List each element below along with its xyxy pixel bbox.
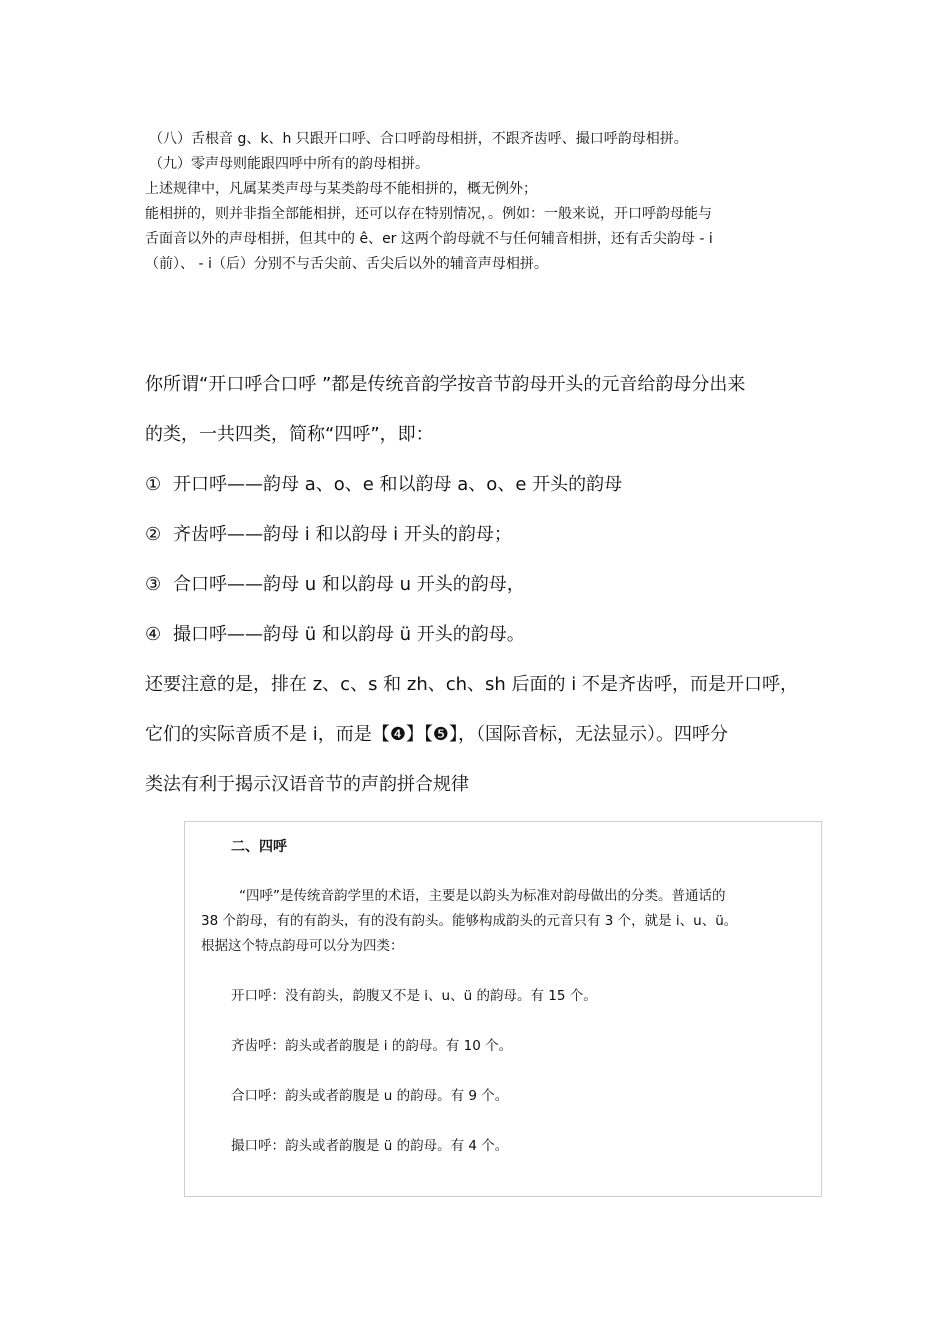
rule-exception-line-2: 舌面音以外的声母相拼，但其中的 ê、er 这两个韵母就不与任何辅音相拼，还有舌尖韵母 - i bbox=[145, 231, 713, 247]
note-line-2: 它们的实际音质不是 i，而是【❹】【❺】，（国际音标，无法显示）。四呼分 bbox=[145, 724, 728, 745]
rule-exception-line-3: （前）、 - i（后）分别不与舌尖前、舌尖后以外的辅音声母相拼。 bbox=[145, 256, 548, 272]
four-hu-explanation bbox=[145, 360, 825, 810]
item-number: ③ bbox=[145, 574, 162, 595]
box-intro-line: 38 个韵母，有的有韵头，有的没有韵头。能够构成韵头的元音只有 3 个，就是 i、u、ü。 bbox=[201, 913, 738, 929]
box-intro-paragraph bbox=[201, 884, 811, 959]
rule-summary-line: 上述规律中，凡属某类声母与某类韵母不能相拼的，概无例外； bbox=[145, 181, 537, 197]
rule-line-8: （八）舌根音 g、k、h 只跟开口呼、合口呼韵母相拼，不跟齐齿呼、撮口呼韵母相拼。 bbox=[149, 131, 688, 147]
item-text: 撮口呼——韵母 ü 和以韵母 ü 开头的韵母。 bbox=[173, 624, 525, 645]
class-qichi: 齐齿呼：韵头或者韵腹是 i 的韵母。有 10 个。 bbox=[231, 1038, 513, 1054]
item-text: 开口呼——韵母 a、o、e 和以韵母 a、o、e 开头的韵母 bbox=[173, 474, 623, 495]
box-heading: 二、四呼 bbox=[231, 839, 287, 855]
item-text: 合口呼——韵母 u 和以韵母 u 开头的韵母， bbox=[173, 574, 525, 595]
class-cuokou: 撮口呼：韵头或者韵腹是 ü 的韵母。有 4 个。 bbox=[231, 1138, 509, 1154]
item-number: ② bbox=[145, 524, 162, 545]
box-intro-line: 根据这个特点韵母可以分为四类： bbox=[201, 938, 404, 954]
rules-text-block bbox=[145, 127, 825, 277]
rule-exception-line-1: 能相拼的，则并非指全部能相拼，还可以存在特别情况，。例如：一般来说，开口呼韵母能与 bbox=[145, 206, 712, 222]
class-hekou: 合口呼：韵头或者韵腹是 u 的韵母。有 9 个。 bbox=[231, 1088, 509, 1104]
item-number: ④ bbox=[145, 624, 162, 645]
note-line-1: 还要注意的是，排在 z、c、s 和 zh、ch、sh 后面的 i 不是齐齿呼，而是开口呼， bbox=[145, 674, 798, 695]
intro-line-2: 的类，一共四类，简称“四呼”，即： bbox=[145, 424, 434, 445]
item-number: ① bbox=[145, 474, 162, 495]
box-intro-line: “四呼”是传统音韵学里的术语，主要是以韵头为标准对韵母做出的分类。普通话的 bbox=[239, 888, 726, 904]
item-text: 齐齿呼——韵母 i 和以韵母 i 开头的韵母； bbox=[173, 524, 512, 545]
list-item bbox=[145, 610, 825, 660]
class-kaikou: 开口呼：没有韵头，韵腹又不是 i、u、ü 的韵母。有 15 个。 bbox=[231, 988, 597, 1004]
four-hu-box bbox=[184, 821, 822, 1197]
note-line-3: 类法有利于揭示汉语音节的声韵拼合规律 bbox=[145, 774, 469, 795]
list-item bbox=[145, 460, 825, 510]
rule-line-9: （九）零声母则能跟四呼中所有的韵母相拼。 bbox=[149, 156, 429, 172]
list-item bbox=[145, 510, 825, 560]
list-item bbox=[145, 560, 825, 610]
intro-line-1: 你所谓“开口呼合口呼 ”都是传统音韵学按音节韵母开头的元音给韵母分出来 bbox=[145, 374, 746, 395]
